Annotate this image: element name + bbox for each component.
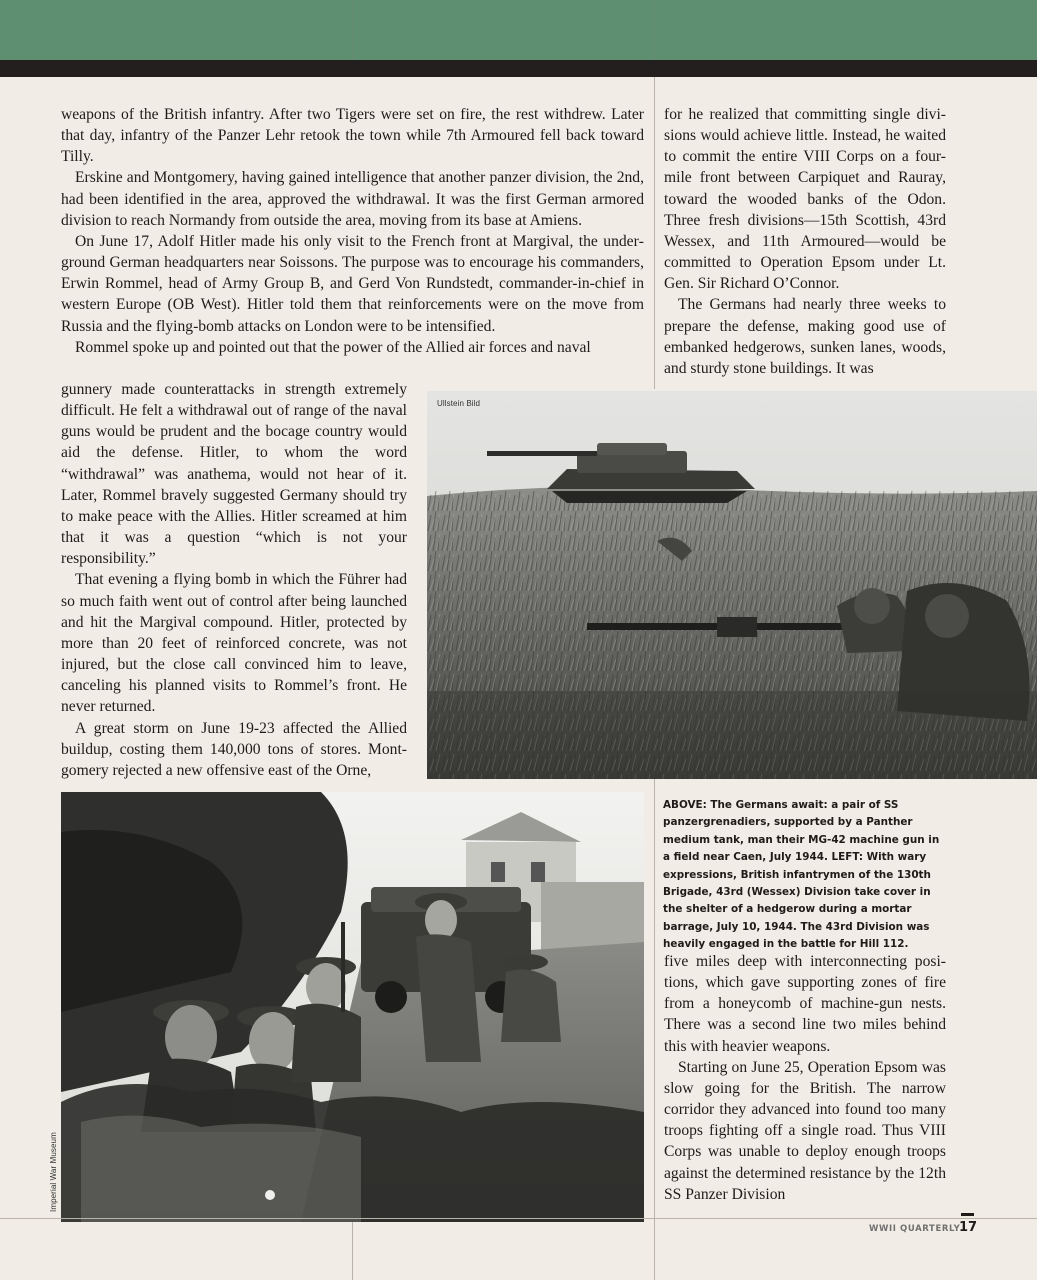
photo-credit-top: Ullstein Bild	[437, 399, 481, 408]
article-right-column-top	[664, 104, 946, 379]
page-number: 17	[959, 1220, 978, 1235]
paragraph: for he realized that committing single divisions would achieve little. Instead, he waited to commit the entire VIII Corps on a four-mile front between Carpiquet and Rauray, toward the wooded banks of the Odon. Three fresh divisions—15th Scottish, 43rd Wessex, and 11th Armoured—would be committed to Operation Epsom under Lt. Gen. Sir Richard O’Connor.	[664, 106, 946, 293]
paragraph: A great storm on June 19-23 affected the Allied buildup, costing them 140,000 tons of stores. Montgomery rejected a new offensive east of the Orne,	[61, 719, 407, 779]
footer-rule	[0, 1218, 1037, 1219]
header-bar	[0, 60, 1037, 77]
column-divider-caption	[654, 779, 655, 1280]
paragraph: five miles deep with interconnecting positions, which gave supporting zones of fire from a honeycomb of machine-gun nests. There was a second line two miles behind this with heavier weapons.	[664, 953, 946, 1055]
paragraph: Rommel spoke up and pointed out that the power of the Allied air forces and naval	[75, 338, 591, 356]
page-number-tab	[961, 1213, 974, 1216]
header-divider-right	[654, 0, 655, 60]
paragraph: On June 17, Adolf Hitler made his only visit to the French front at Margival, the underground German headquarters near Soissons. The purpose was to encourage his commanders, Erwin Rommel, head of Army Group B, and Gerd Von Rundstedt, commander-in-chief in western Europe (OB West). Hitler told them that reinforcements were on the move from Russia and the flying-bomb attacks on London were to be intensified.	[61, 232, 644, 335]
footer-publication: WWII QUARTERLY	[869, 1224, 961, 1234]
british-infantry-photo-image	[61, 792, 644, 1222]
paragraph: The Germans had nearly three weeks to prepare the defense, making good use of embanked hedgerows, sunken lanes, woods, and sturdy stone buildings. It was	[664, 296, 946, 377]
paragraph: That evening a flying bomb in which the Führer had so much faith went out of control after being launched and hit the Margival compound. Hitler, protected by more than 20 feet of reinforced concrete, was not injured, but the close call convinced him to leave, canceling his planned visits to Rommel’s front. He never returned.	[61, 571, 407, 716]
paragraph: Starting on June 25, Operation Epsom was slow going for the British. The narrow corridor they advanced into found too many troops fighting off a single road. Thus VIII Corps was unable to deploy enough troops against the determined resistance by the 12th SS Panzer Division	[664, 1058, 946, 1203]
photo-british-infantry	[61, 792, 644, 1222]
article-right-column-bottom	[664, 951, 946, 1205]
article-left-column	[61, 104, 644, 358]
header-divider-left	[352, 0, 353, 60]
photo-caption: ABOVE: The Germans await: a pair of SS panzergrenadiers, supported by a Panther medium tank, man their MG-42 machine gun in a field near Caen, July 1944. LEFT: With wary expressions, British infantrymen of the 130th Brigade, 43rd (Wessex) Division take cover in the shelter of a hedgerow during a mortar barrage, July 10, 1944. The 43rd Division was heavily engaged in the battle for Hill 112.	[663, 799, 940, 951]
article-left-narrow-column	[61, 379, 407, 781]
paragraph: Erskine and Montgomery, having gained intelligence that another panzer division, the 2nd, had been identified in the area, approved the withdrawal. It was the first German armored division to reach Normandy from outside the area, moving from its base at Amiens.	[61, 169, 644, 229]
header-band	[0, 0, 1037, 60]
photo-credit-bottom: Imperial War Museum	[49, 1132, 58, 1212]
paragraph: gunnery made counterattacks in strength extremely difficult. He felt a withdrawal out of range of the naval guns would be prudent and the bocage country would aid the defense. Hitler, to whom the word “withdrawal” was anathema, would not hear of it. Later, Rommel bravely suggested Germany should try to make peace with the Allies. Hitler screamed at him that it was a question “which is not your responsibility.”	[61, 381, 407, 568]
photo-panzergrenadiers	[427, 391, 1037, 779]
panzergrenadiers-photo-image	[427, 391, 1037, 779]
paragraph: weapons of the British infantry. After two Tigers were set on fire, the rest withdrew. Later that day, infantry of the Panzer Lehr retook the town while 7th Armoured fell back toward Tilly.	[61, 106, 644, 166]
column-divider-left-bottom	[352, 1222, 353, 1280]
column-divider-top	[654, 77, 655, 389]
